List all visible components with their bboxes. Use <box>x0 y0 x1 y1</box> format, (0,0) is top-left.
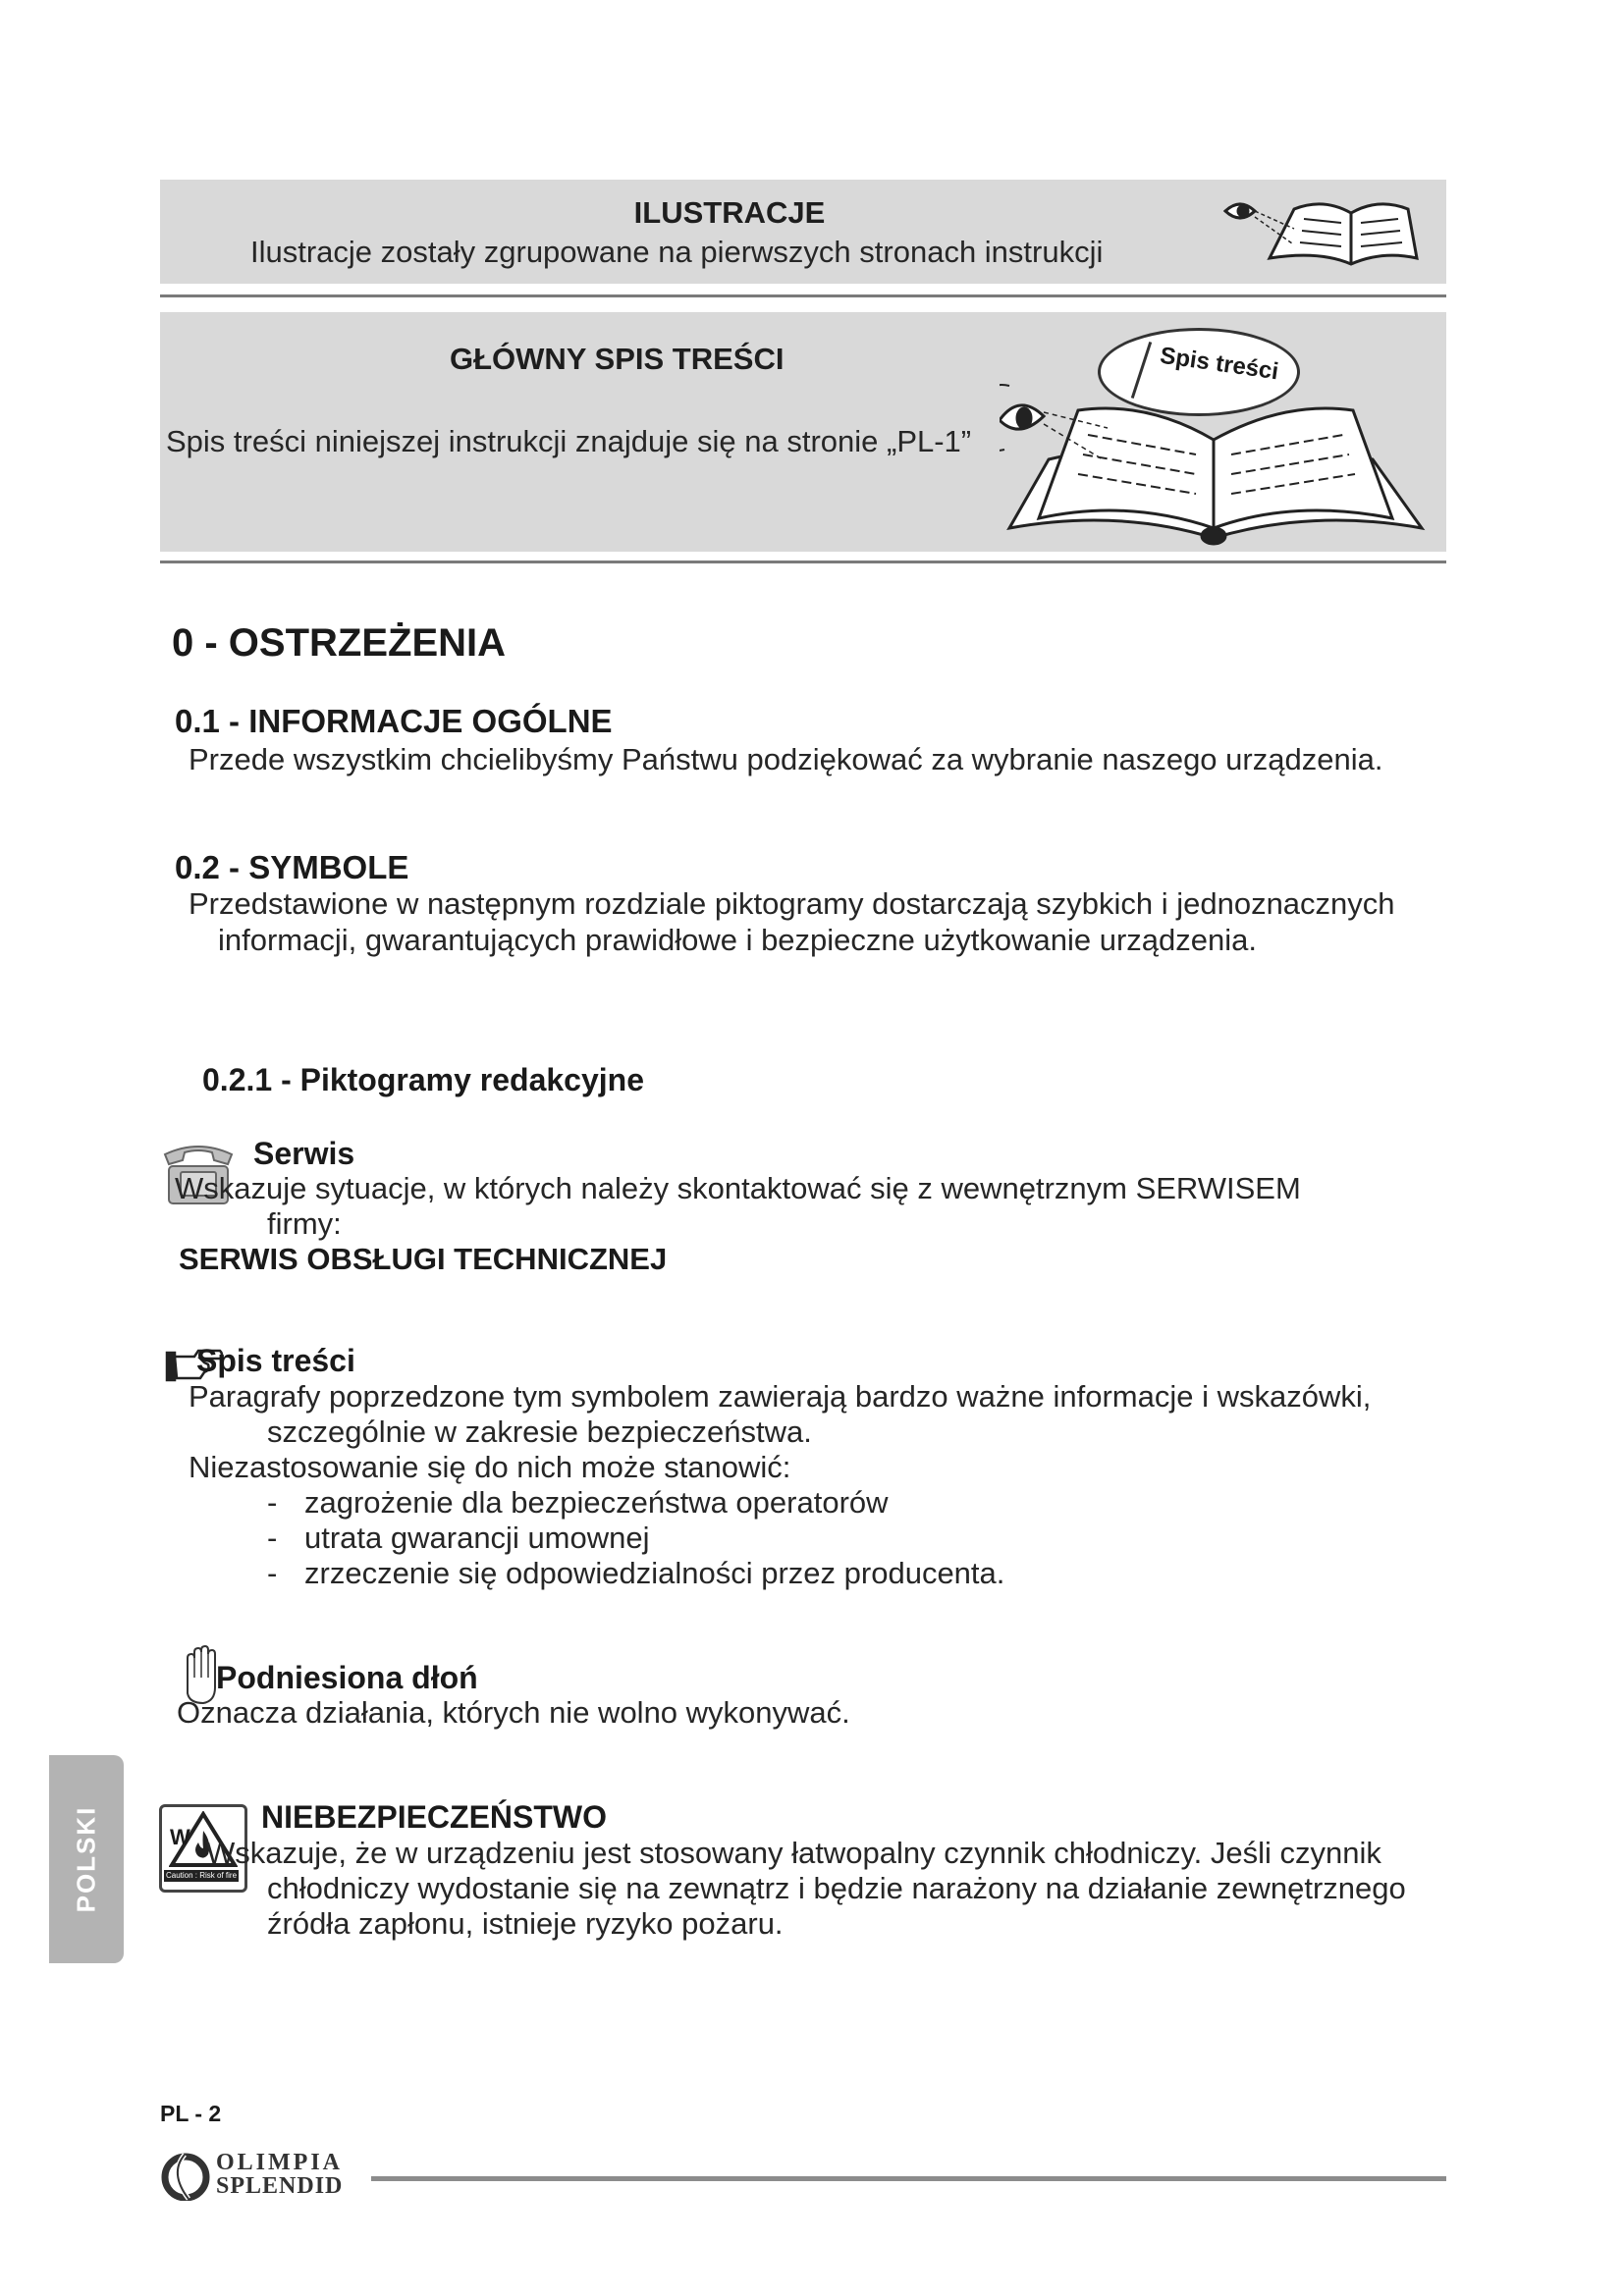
divider <box>160 561 1446 563</box>
toc-title: GŁÓWNY SPIS TREŚCI <box>450 342 785 376</box>
language-tab <box>49 1755 124 1963</box>
service-text-2: firmy: <box>267 1206 342 1241</box>
list-item: utrata gwarancji umownej <box>304 1521 650 1555</box>
illustrations-title: ILUSTRACJE <box>633 195 826 230</box>
list-item: zagrożenie dla bezpieczeństwa operatorów <box>304 1485 889 1520</box>
brand-name-line1: OLIMPIA <box>216 2150 343 2175</box>
section-0-2-1-heading: 0.2.1 - Piktogramy redakcyjne <box>202 1062 644 1097</box>
toc-bubble-label: Spis treści <box>1158 342 1280 386</box>
illustrations-box <box>160 180 1446 284</box>
section-0-2-text-2: informacji, gwarantujących prawidłowe i bezpieczne użytkowanie urządzenia. <box>218 923 1257 957</box>
toc-text: Spis treści niniejszej instrukcji znajduje się na stronie „PL-1” <box>166 424 972 458</box>
service-department: SERWIS OBSŁUGI TECHNICZNEJ <box>179 1242 668 1276</box>
brand-logo-icon <box>159 2152 216 2201</box>
danger-text-1: Wskazuje, że w urządzeniu jest stosowany łatwopalny czynnik chłodniczy. Jeśli czynnik <box>206 1836 1381 1870</box>
warning-caption: Caution : Risk of fire <box>165 1871 238 1880</box>
list-item: zrzeczenie się odpowiedzialności przez producenta. <box>304 1556 1005 1590</box>
language-tab-label: POLSKI <box>71 1805 101 1913</box>
raised-hand-text: Oznacza działania, których nie wolno wykonywać. <box>177 1695 850 1730</box>
service-text-1: Wskazuje sytuacje, w których należy skontaktować się z wewnętrznym SERWISEM <box>175 1171 1301 1205</box>
page-number: PL - 2 <box>160 2101 222 2126</box>
danger-heading: NIEBEZPIECZEŃSTWO <box>261 1799 608 1835</box>
section-0-1-heading: 0.1 - INFORMACJE OGÓLNE <box>175 703 613 739</box>
toc-box <box>160 312 1446 552</box>
section-0-1-text: Przede wszystkim chcielibyśmy Państwu podziękować za wybranie naszego urządzenia. <box>189 742 1383 776</box>
raised-hand-heading: Podniesiona dłoń <box>216 1660 478 1695</box>
footer-divider <box>371 2176 1446 2181</box>
toc-note-text-2: szczególnie w zakresie bezpieczeństwa. <box>267 1415 812 1449</box>
list-dash: - <box>267 1485 278 1520</box>
danger-text-3: źródła zapłonu, istnieje ryzyko pożaru. <box>267 1906 784 1941</box>
section-0-heading: 0 - OSTRZEŻENIA <box>172 621 507 665</box>
section-0-2-text-1: Przedstawione w następnym rozdziale piktogramy dostarczają szybkich i jednoznacznych <box>189 886 1395 921</box>
toc-note-text-1: Paragrafy poprzedzone tym symbolem zawierają bardzo ważne informacje i wskazówki, <box>189 1379 1372 1414</box>
open-book-eye-icon <box>1000 381 1441 554</box>
list-dash: - <box>267 1521 278 1555</box>
danger-text-2: chłodniczy wydostanie się na zewnątrz i będzie narażony na działanie zewnętrznego <box>267 1871 1406 1905</box>
warning-letter: W <box>170 1825 190 1849</box>
divider <box>160 294 1446 297</box>
brand-name-line2: SPLENDID <box>216 2173 344 2199</box>
section-0-2-heading: 0.2 - SYMBOLE <box>175 849 409 885</box>
toc-note-text-3: Niezastosowanie się do nich może stanowić: <box>189 1450 791 1484</box>
toc-note-heading: Spis treści <box>196 1343 355 1378</box>
list-dash: - <box>267 1556 278 1590</box>
illustrations-text: Ilustracje zostały zgrupowane na pierwszych stronach instrukcji <box>250 235 1104 269</box>
open-book-eye-icon <box>1216 189 1422 278</box>
service-heading: Serwis <box>253 1136 355 1171</box>
